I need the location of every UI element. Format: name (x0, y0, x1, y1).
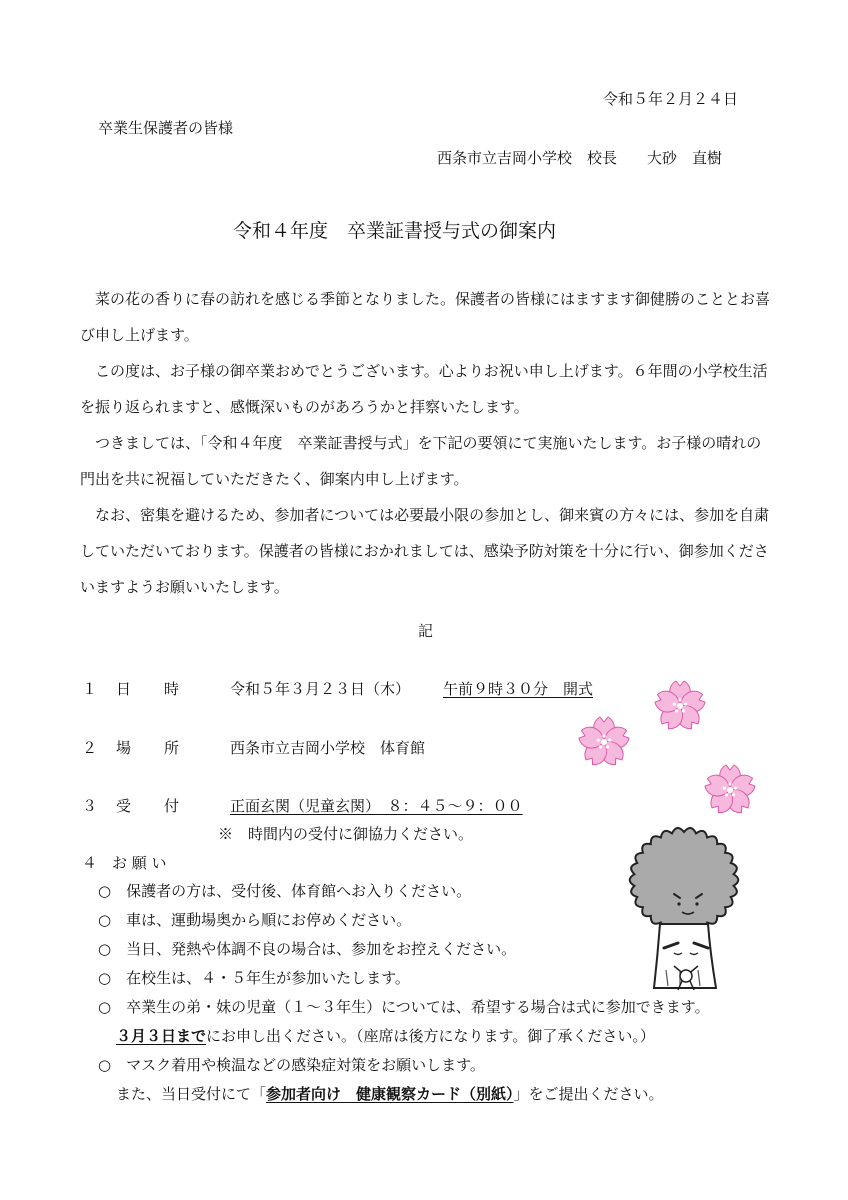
blossom-stamen (734, 787, 737, 790)
cherry-blossom-icon (702, 762, 758, 818)
reception-row-number: ３ (82, 797, 98, 815)
blossom-stamen (597, 739, 600, 742)
blossom-stamen (682, 709, 685, 712)
siblings-deadline: ３月３日まで (116, 1027, 207, 1045)
date-row-label-1: 日 (116, 680, 132, 698)
blossom-center (601, 739, 607, 745)
reception-row-label-1: 受 (116, 797, 132, 815)
blossom-stamen (678, 698, 681, 701)
request-item: ○ 保護者の方は、受付後、体育館へお入りください。 (98, 882, 472, 900)
paragraph-1: 菜の花の香りに春の訪れを感じる季節となりました。保護者の皆様にはますます御健勝のこととお喜び申し上げます。 (80, 290, 771, 344)
place-row-label-2: 所 (164, 739, 180, 757)
blossom-stamen (675, 709, 678, 712)
request-item: ○ マスク着用や検温などの感染症対策をお願いします。 (98, 1056, 485, 1074)
health-card-name: 参加者向け 健康観察カード（別紙） (266, 1085, 514, 1103)
health-card-line (116, 1083, 664, 1104)
blossom-center (677, 703, 683, 709)
place-row-number: ２ (82, 739, 98, 757)
corsage-icon (680, 970, 692, 982)
place-row-value: 西条市立吉岡小学校 体育館 (230, 739, 426, 757)
siblings-note-line (116, 1025, 655, 1046)
paragraph-2: この度は、お子様の御卒業おめでとうございます。心よりお祝い申し上げます。６年間の小学校生活を振り返られますと、感慨深いものがあろうかと拝察いたします。 (80, 362, 768, 416)
siblings-note: にお申し出ください。（座席は後方になります。御了承ください。） (206, 1027, 655, 1045)
recipient-line: 卒業生保護者の皆様 (98, 119, 234, 137)
blossom-stamen (732, 793, 735, 796)
place-row-label-1: 場 (116, 739, 132, 757)
blossom-stamen (608, 739, 611, 742)
date-row-time: 午前９時３０分 開式 (443, 680, 594, 698)
reception-row-label-2: 付 (164, 797, 180, 815)
request-item: ○ 当日、発熱や体調不良の場合は、参加をお控えください。 (98, 940, 517, 958)
request-item: ○ 卒業生の弟・妹の児童（１〜３年生）については、希望する場合は式に参加できます。 (98, 998, 710, 1016)
ki-heading: 記 (418, 622, 434, 640)
blossom-stamen (684, 703, 687, 706)
tree-character-illustration (618, 820, 750, 996)
date-row-label-2: 時 (164, 680, 180, 698)
blossom-stamen (602, 734, 605, 737)
date-row-number: １ (82, 680, 98, 698)
blossom-stamen (725, 793, 728, 796)
blossom-stamen (606, 745, 609, 748)
blossom-stamen (728, 782, 731, 785)
requests-heading: ４ お 願 い (82, 854, 167, 872)
blossom-stamen (673, 703, 676, 706)
health-card-prefix: また、当日受付にて「 (116, 1085, 267, 1103)
sender-line: 西条市立吉岡小学校 校長 大砂 直樹 (437, 149, 723, 167)
cherry-blossom-icon (576, 714, 632, 770)
date-row-value: 令和５年３月２３日（木） (230, 680, 411, 698)
document-date: 令和５年２月２４日 (603, 90, 739, 108)
document-title: 令和４年度 卒業証書授与式の御案内 (233, 220, 557, 242)
paragraph-4: なお、密集を避けるため、参加者については必要最小限の参加とし、御来賓の方々には、参加を自粛していただいております。保護者の皆様におかれましては、感染予防対策を十分に行い、御参加くださいますようお願いいたします。 (80, 506, 770, 596)
paragraph-3: つきましては、「令和４年度 卒業証書授与式」を下記の要領にて実施いたします。お子様の晴れの門出を共に祝福していただきたく、御案内申し上げます。 (80, 434, 762, 488)
request-item: ○ 在校生は、４・５年生が参加いたします。 (98, 969, 410, 987)
request-item: ○ 車は、運動場奥から順にお停めください。 (98, 911, 412, 929)
cherry-blossom-icon (652, 678, 708, 734)
health-card-suffix: 」をご提出ください。 (513, 1085, 664, 1103)
reception-note: ※ 時間内の受付に御協力ください。 (218, 825, 474, 843)
blossom-center (727, 787, 733, 793)
blossom-stamen (599, 745, 602, 748)
tree-crown (630, 828, 739, 932)
blossom-stamen (723, 787, 726, 790)
reception-row-value: 正面玄関（児童玄関） ８：４５〜９：００ (230, 797, 523, 815)
body-text (80, 281, 770, 605)
